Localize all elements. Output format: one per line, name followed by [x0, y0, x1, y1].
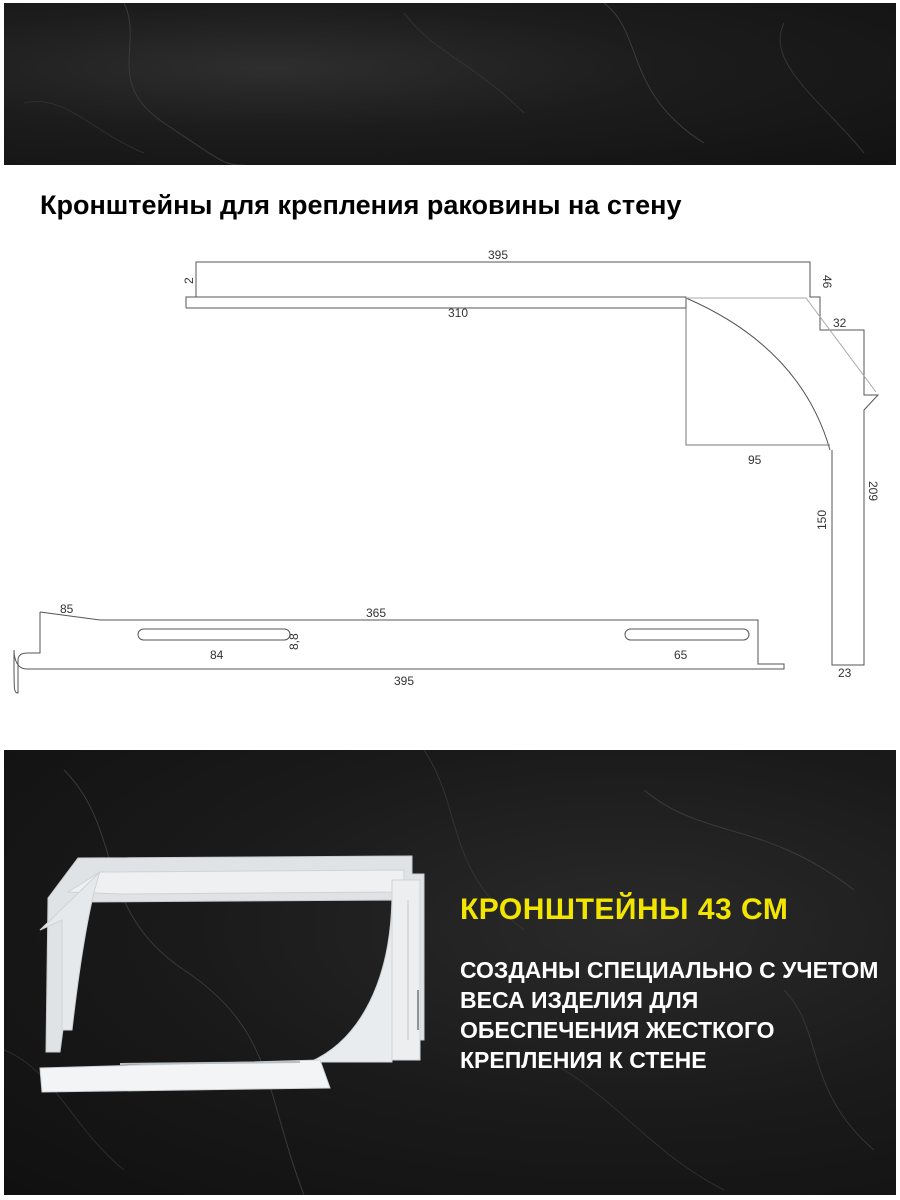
dim-bottom-length: 395	[394, 674, 415, 688]
dim-top-flange: 2	[182, 277, 196, 284]
dim-corner-height: 46	[820, 275, 834, 289]
dim-corner-step: 32	[833, 316, 847, 330]
diagram-title: Кронштейны для крепления раковины на стену	[40, 190, 682, 220]
dim-vertical-total: 209	[866, 481, 880, 502]
front-bracket-web	[310, 892, 392, 1062]
dim-bottom-left-bend: 85	[60, 602, 74, 616]
front-bracket-bottom	[40, 1060, 330, 1092]
dim-top-length: 395	[488, 248, 509, 262]
front-bracket-leg	[392, 880, 420, 1060]
front-bracket-top	[68, 870, 404, 894]
dim-slot-right-length: 65	[674, 648, 688, 662]
promo-heading: КРОНШТЕЙНЫ 43 СМ	[460, 893, 789, 926]
dim-slot-left-length: 84	[210, 648, 224, 662]
bracket-illustration	[40, 856, 424, 1092]
dim-vertical-foot: 23	[838, 666, 852, 680]
dim-top-inner-length: 310	[448, 306, 469, 320]
dim-bottom-inner-length: 365	[366, 606, 387, 620]
dim-arc-width: 95	[748, 453, 762, 467]
promo-description: СОЗДАНЫ СПЕЦИАЛЬНО С УЧЕТОМ ВЕСА ИЗДЕЛИЯ ДЛЯ ОБЕСПЕЧЕНИЯ ЖЕСТКОГО КРЕПЛЕНИЯ К СТЕНЕ	[460, 957, 879, 1073]
dim-slot-width: 8,8	[287, 633, 301, 650]
dim-vertical-lower: 150	[815, 509, 829, 530]
